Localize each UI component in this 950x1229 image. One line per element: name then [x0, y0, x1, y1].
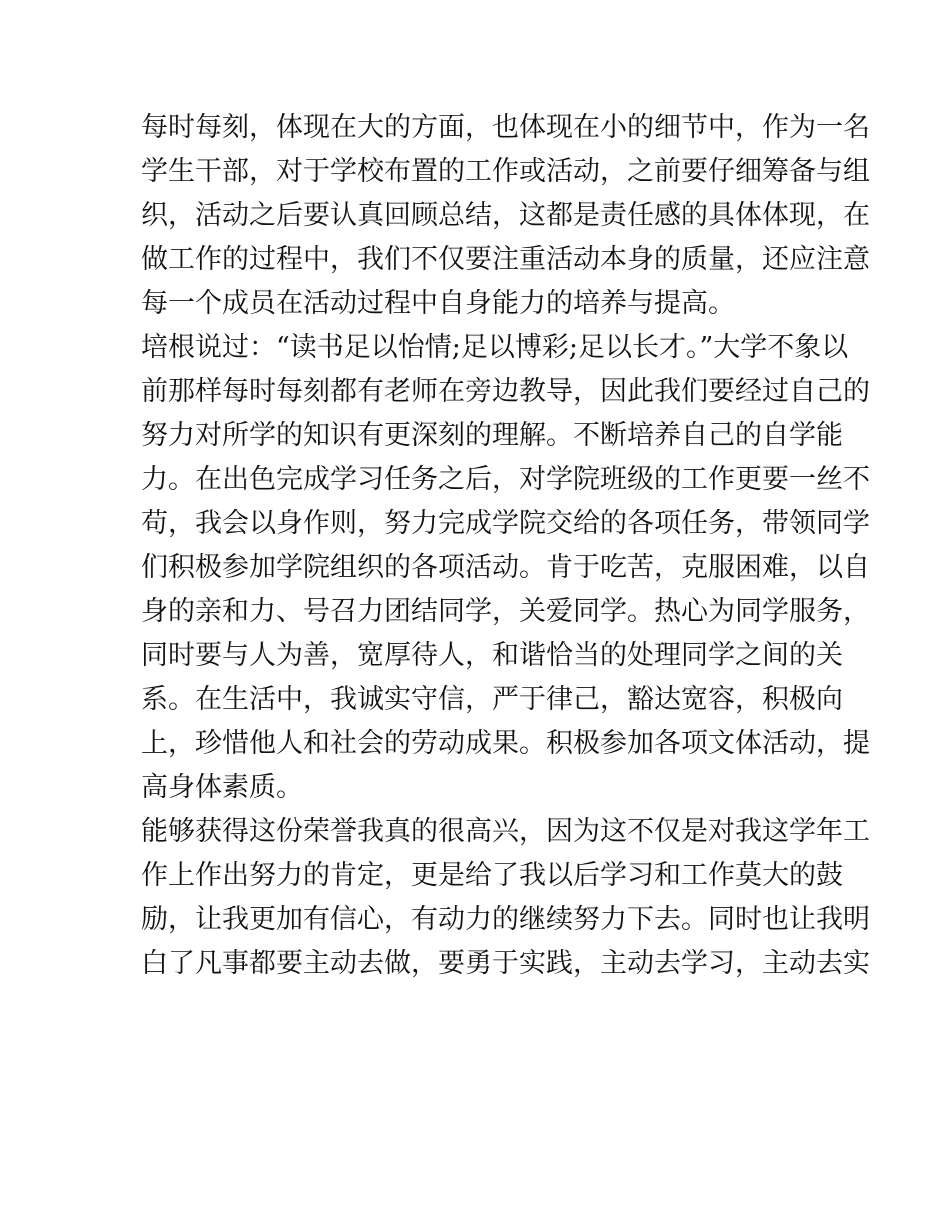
text-line: 每一个成员在活动过程中自身能力的培养与提高。 — [141, 288, 735, 319]
text-line: 苟，我会以身作则，努力完成学院交给的各项任务，带领同学 — [141, 508, 870, 539]
text-line: 高身体素质。 — [141, 772, 303, 803]
document-body — [141, 106, 870, 986]
text-line: 们积极参加学院组织的各项活动。肯于吃苦，克服困难，以自 — [141, 552, 870, 583]
paragraph-3 — [141, 810, 870, 986]
paragraph-1 — [141, 106, 870, 326]
text-line: 培根说过：“读书足以怡情;足以博彩;足以长才。”大学不象以 — [141, 332, 849, 363]
text-line: 每时每刻，体现在大的方面，也体现在小的细节中，作为一名 — [141, 112, 870, 143]
paragraph-2 — [141, 326, 870, 810]
text-line: 上，珍惜他人和社会的劳动成果。积极参加各项文体活动，提 — [141, 728, 870, 759]
text-line: 前那样每时每刻都有老师在旁边教导，因此我们要经过自己的 — [141, 376, 870, 407]
text-line: 同时要与人为善，宽厚待人，和谐恰当的处理同学之间的关 — [141, 640, 843, 671]
text-line: 身的亲和力、号召力团结同学，关爱同学。热心为同学服务， — [141, 596, 870, 627]
text-line: 学生干部，对于学校布置的工作或活动，之前要仔细筹备与组 — [141, 156, 870, 187]
text-line: 励，让我更加有信心，有动力的继续努力下去。同时也让我明 — [141, 904, 870, 935]
text-line: 作上作出努力的肯定，更是给了我以后学习和工作莫大的鼓 — [141, 860, 843, 891]
text-line: 白了凡事都要主动去做，要勇于实践，主动去学习，主动去实 — [141, 948, 870, 979]
text-line: 系。在生活中，我诚实守信，严于律己，豁达宽容，积极向 — [141, 684, 843, 715]
text-line: 做工作的过程中，我们不仅要注重活动本身的质量，还应注意 — [141, 244, 870, 275]
text-line: 努力对所学的知识有更深刻的理解。不断培养自己的自学能 — [141, 420, 843, 451]
text-line: 织，活动之后要认真回顾总结，这都是责任感的具体体现，在 — [141, 200, 870, 231]
text-line: 能够获得这份荣誉我真的很高兴，因为这不仅是对我这学年工 — [141, 816, 870, 847]
text-line: 力。在出色完成学习任务之后，对学院班级的工作更要一丝不 — [141, 464, 870, 495]
